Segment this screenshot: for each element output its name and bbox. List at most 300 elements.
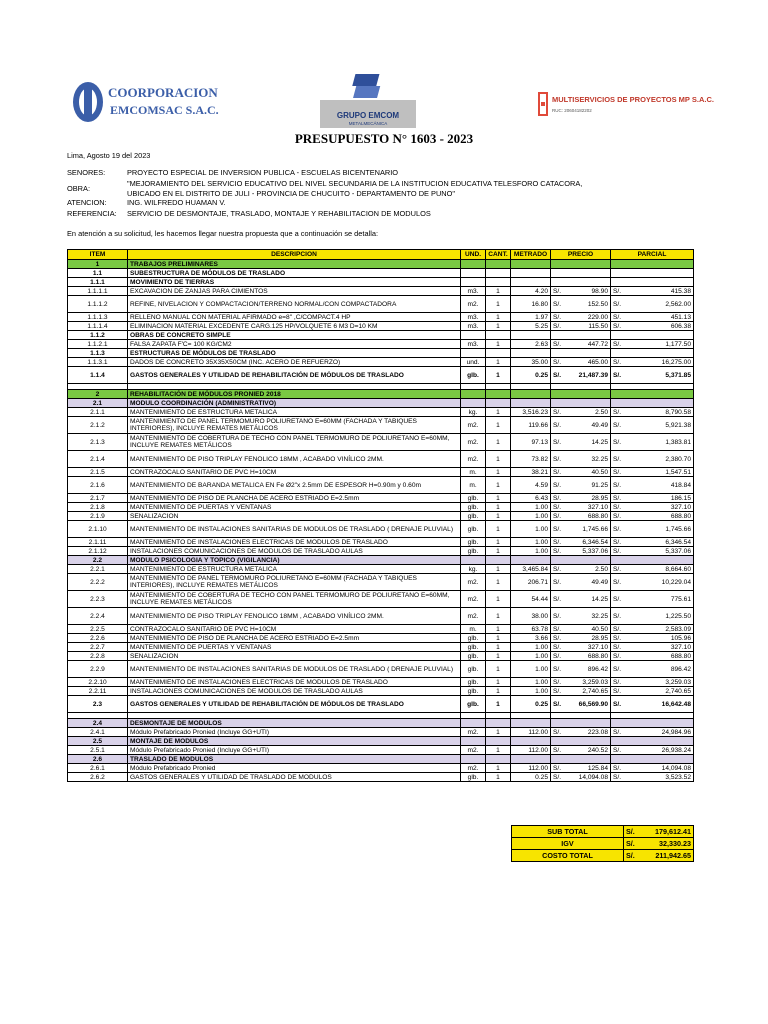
cell-und: glb. xyxy=(461,538,486,547)
logo-mid-line2: METALMECÁNICA xyxy=(348,121,388,126)
cell-metrado: 5.25 xyxy=(511,322,551,331)
cell-precio: 14,094.08 xyxy=(565,773,611,782)
table-row xyxy=(68,367,694,384)
cell-item: 2.1.11 xyxy=(68,538,128,547)
cell-und: m2. xyxy=(461,417,486,434)
cell-precio: 327.10 xyxy=(565,503,611,512)
cell-und: m3. xyxy=(461,322,486,331)
cell-descripcion: SENALIZACION xyxy=(128,652,461,661)
cell-cant: 1 xyxy=(486,296,511,313)
cell-precio: 98.90 xyxy=(565,287,611,296)
cell-descripcion: DESMONTAJE DE MODULOS xyxy=(128,719,461,728)
cell-descripcion: MANTENIMIENTO DE PANEL TERMOMURO POLIURETANO E=60MM (FACHADA Y TABIQUES INTERIORES), INCLUYE REMATES METÁLICOS xyxy=(128,574,461,591)
cell-precio xyxy=(565,278,611,287)
cell-cant: 1 xyxy=(486,728,511,737)
cell-precio-currency xyxy=(551,399,565,408)
cell-cant: 1 xyxy=(486,591,511,608)
cell-precio-currency: S/. xyxy=(551,773,565,782)
cell-parcial xyxy=(625,390,694,399)
cell-descripcion: REHABILITACIÓN DE MÓDULOS PRONIED 2018 xyxy=(128,390,461,399)
table-row xyxy=(68,358,694,367)
cell-precio-currency: S/. xyxy=(551,322,565,331)
cell-parcial-currency: S/. xyxy=(611,608,625,625)
cell-precio-currency: S/. xyxy=(551,696,565,713)
cell-precio: 2.50 xyxy=(565,565,611,574)
cell-precio-currency xyxy=(551,269,565,278)
cell-descripcion: MANTENIMIENTO DE BARANDA METALICA EN Fe Ø2"x 2.5mm DE ESPESOR H=0.90m y 0.60m xyxy=(128,477,461,494)
cell-und: m. xyxy=(461,625,486,634)
cell-metrado: 1.00 xyxy=(511,538,551,547)
cell-descripcion: RELLENO MANUAL CON MATERIAL AFIRMADO e=8" ,C/COMPACT.4 HP xyxy=(128,313,461,322)
cell-precio-currency xyxy=(551,390,565,399)
cell-metrado: 1.00 xyxy=(511,661,551,678)
cell-und xyxy=(461,719,486,728)
cell-cant: 1 xyxy=(486,358,511,367)
cell-metrado: 1.97 xyxy=(511,313,551,322)
cell-parcial-currency: S/. xyxy=(611,503,625,512)
cell-descripcion: INSTALACIONES COMUNICACIONES DE MODULOS DE TRASLADO AULAS xyxy=(128,687,461,696)
cell-metrado: 35.00 xyxy=(511,358,551,367)
table-row xyxy=(68,737,694,746)
budget-table-body xyxy=(68,250,694,782)
cell-cant xyxy=(486,755,511,764)
cell-item: 1.1.1.1 xyxy=(68,287,128,296)
table-row xyxy=(68,331,694,340)
coorporacion-emcomsac-logo xyxy=(70,76,220,126)
cell-cant xyxy=(486,331,511,340)
header-descripcion: DESCRIPCION xyxy=(128,250,461,260)
cell-metrado xyxy=(511,399,551,408)
cell-cant: 1 xyxy=(486,434,511,451)
total-value: 211,942.65 xyxy=(640,850,694,862)
cell-parcial-currency: S/. xyxy=(611,547,625,556)
cell-descripcion: MANTENIMIENTO DE PISO TRIPLAY FENOLICO 18MM , ACABADO VINÍLICO 2MM. xyxy=(128,451,461,468)
cell-parcial: 688.80 xyxy=(625,512,694,521)
cell-precio: 465.00 xyxy=(565,358,611,367)
cell-parcial-currency xyxy=(611,260,625,269)
cell-parcial-currency xyxy=(611,755,625,764)
cell-und: m3. xyxy=(461,313,486,322)
cell-precio: 5,337.06 xyxy=(565,547,611,556)
cell-und: m2. xyxy=(461,434,486,451)
cell-metrado: 4.59 xyxy=(511,477,551,494)
cell-metrado: 1.00 xyxy=(511,521,551,538)
cell-cant xyxy=(486,737,511,746)
cell-descripcion: CONTRAZOCALO SANITARIO DE PVC H=10CM xyxy=(128,625,461,634)
cell-und xyxy=(461,269,486,278)
cell-parcial-currency xyxy=(611,390,625,399)
cell-metrado xyxy=(511,755,551,764)
cell-descripcion: MODULO COORDINACIÓN (ADMINISTRATIVO) xyxy=(128,399,461,408)
cell-parcial xyxy=(625,755,694,764)
cell-precio-currency xyxy=(551,260,565,269)
cell-metrado: 206.71 xyxy=(511,574,551,591)
cell-descripcion: DADOS DE CONCRETO 35X35X50CM (INC. ACERO DE REFUERZO) xyxy=(128,358,461,367)
table-row xyxy=(68,687,694,696)
cell-item: 2.2.8 xyxy=(68,652,128,661)
cell-parcial: 8,664.60 xyxy=(625,565,694,574)
cell-cant xyxy=(486,278,511,287)
cell-item: 2.1.12 xyxy=(68,547,128,556)
cell-item: 2.1.6 xyxy=(68,477,128,494)
cell-descripcion: MANTENIMIENTO DE ESTRUCTURA METALICA xyxy=(128,565,461,574)
table-row xyxy=(68,565,694,574)
cell-item: 2.1.2 xyxy=(68,417,128,434)
cell-cant: 1 xyxy=(486,634,511,643)
cell-precio-currency: S/. xyxy=(551,547,565,556)
cell-und: m3. xyxy=(461,287,486,296)
table-row xyxy=(68,269,694,278)
cell-parcial-currency: S/. xyxy=(611,313,625,322)
cell-parcial xyxy=(625,278,694,287)
cell-parcial-currency xyxy=(611,719,625,728)
cell-descripcion: MANTENIMIENTO DE PISO DE PLANCHA DE ACERO ESTRIADO E=2.5mm xyxy=(128,494,461,503)
cell-parcial: 3,523.52 xyxy=(625,773,694,782)
header-parcial: PARCIAL xyxy=(611,250,694,260)
cell-parcial-currency: S/. xyxy=(611,746,625,755)
cell-item: 2 xyxy=(68,390,128,399)
table-row xyxy=(68,746,694,755)
cell-item: 1.1.1 xyxy=(68,278,128,287)
cell-parcial-currency: S/. xyxy=(611,417,625,434)
cell-und xyxy=(461,331,486,340)
cell-und xyxy=(461,737,486,746)
cell-precio: 28.95 xyxy=(565,634,611,643)
cell-descripcion: MONTAJE DE MODULOS xyxy=(128,737,461,746)
cell-precio-currency xyxy=(551,349,565,358)
logo-left-line1: COORPORACION xyxy=(108,85,218,100)
cell-parcial: 16,642.48 xyxy=(625,696,694,713)
cell-cant: 1 xyxy=(486,608,511,625)
table-row xyxy=(68,678,694,687)
cell-cant: 1 xyxy=(486,408,511,417)
cell-metrado xyxy=(511,260,551,269)
cell-cant: 1 xyxy=(486,687,511,696)
cell-parcial-currency: S/. xyxy=(611,643,625,652)
cell-descripcion: Módulo Prefabricado Pronied xyxy=(128,764,461,773)
cell-descripcion: TRASLADO DE MODULOS xyxy=(128,755,461,764)
cell-parcial-currency: S/. xyxy=(611,687,625,696)
cell-descripcion: SENALIZACION xyxy=(128,512,461,521)
cell-item: 2.2 xyxy=(68,556,128,565)
header-precio: PRECIO xyxy=(551,250,611,260)
cell-parcial-currency: S/. xyxy=(611,468,625,477)
cell-precio-currency: S/. xyxy=(551,367,565,384)
cell-descripcion: MANTENIMIENTO DE INSTALACIONES SANITARIAS DE MODULOS DE TRASLADO ( DRENAJE PLUVIAL) xyxy=(128,661,461,678)
table-row xyxy=(68,399,694,408)
cell-metrado: 16.80 xyxy=(511,296,551,313)
cell-descripcion: MANTENIMIENTO DE INSTALACIONES ELECTRICAS DE MODULOS DE TRASLADO xyxy=(128,678,461,687)
cell-precio-currency: S/. xyxy=(551,574,565,591)
cell-precio xyxy=(565,390,611,399)
cell-metrado: 112.00 xyxy=(511,728,551,737)
cell-parcial-currency: S/. xyxy=(611,565,625,574)
cell-precio xyxy=(565,737,611,746)
cell-parcial: 327.10 xyxy=(625,503,694,512)
cell-precio xyxy=(565,349,611,358)
cell-und: glb. xyxy=(461,521,486,538)
cell-parcial xyxy=(625,260,694,269)
cell-parcial: 5,921.38 xyxy=(625,417,694,434)
cell-parcial-currency xyxy=(611,278,625,287)
table-row xyxy=(68,340,694,349)
cell-item: 2.2.7 xyxy=(68,643,128,652)
cell-precio: 14.25 xyxy=(565,591,611,608)
cell-parcial-currency: S/. xyxy=(611,591,625,608)
cell-precio xyxy=(565,399,611,408)
cell-cant: 1 xyxy=(486,468,511,477)
cell-cant: 1 xyxy=(486,521,511,538)
field-referencia-label: REFERENCIA: xyxy=(67,209,117,218)
cell-und: glb. xyxy=(461,687,486,696)
cell-parcial-currency xyxy=(611,349,625,358)
cell-metrado xyxy=(511,737,551,746)
cell-item: 1.1.2.1 xyxy=(68,340,128,349)
cell-parcial: 5,337.06 xyxy=(625,547,694,556)
cell-precio xyxy=(565,755,611,764)
cell-precio-currency: S/. xyxy=(551,634,565,643)
cell-cant: 1 xyxy=(486,643,511,652)
cell-precio xyxy=(565,331,611,340)
cell-und: glb. xyxy=(461,547,486,556)
cell-item: 1.1.1.3 xyxy=(68,313,128,322)
cell-precio-currency: S/. xyxy=(551,512,565,521)
cell-parcial-currency: S/. xyxy=(611,512,625,521)
cell-parcial: 3,259.03 xyxy=(625,678,694,687)
field-obra-value-2: UBICADO EN EL DISTRITO DE JULI - PROVINCIA DE CHUCUITO - DEPARTAMENTO DE PUNO" xyxy=(127,189,455,198)
cell-metrado xyxy=(511,331,551,340)
cell-und: m2. xyxy=(461,746,486,755)
cell-metrado: 1.00 xyxy=(511,678,551,687)
cell-item: 1.1.2 xyxy=(68,331,128,340)
cell-precio: 66,569.90 xyxy=(565,696,611,713)
cell-item: 2.1 xyxy=(68,399,128,408)
cell-und: glb. xyxy=(461,494,486,503)
cell-metrado: 54.44 xyxy=(511,591,551,608)
cell-item: 2.2.9 xyxy=(68,661,128,678)
table-row xyxy=(68,634,694,643)
cell-parcial: 1,177.50 xyxy=(625,340,694,349)
cell-metrado xyxy=(511,278,551,287)
cell-descripcion: EXCAVACION DE ZANJAS PARA CIMIENTOS xyxy=(128,287,461,296)
cell-und: und. xyxy=(461,358,486,367)
cell-und: m2. xyxy=(461,574,486,591)
cell-precio-currency: S/. xyxy=(551,494,565,503)
cell-parcial: 327.10 xyxy=(625,643,694,652)
cell-precio-currency: S/. xyxy=(551,340,565,349)
budget-table xyxy=(67,249,694,782)
cell-parcial-currency: S/. xyxy=(611,408,625,417)
cell-precio: 3,259.03 xyxy=(565,678,611,687)
cell-descripcion: FALSA ZAPATA F'C= 100 KG/CM2 xyxy=(128,340,461,349)
cell-metrado: 112.00 xyxy=(511,764,551,773)
table-row xyxy=(68,652,694,661)
total-label: SUB TOTAL xyxy=(512,826,624,838)
cell-metrado: 0.25 xyxy=(511,696,551,713)
table-row xyxy=(68,661,694,678)
cell-precio-currency: S/. xyxy=(551,503,565,512)
cell-parcial: 2,583.09 xyxy=(625,625,694,634)
cell-item: 2.2.10 xyxy=(68,678,128,687)
cell-metrado: 1.00 xyxy=(511,643,551,652)
cell-precio: 115.50 xyxy=(565,322,611,331)
cell-parcial-currency xyxy=(611,269,625,278)
cell-precio-currency xyxy=(551,331,565,340)
total-currency: S/. xyxy=(624,826,640,838)
cell-item: 2.1.4 xyxy=(68,451,128,468)
logo-bar xyxy=(0,70,768,130)
cell-cant xyxy=(486,390,511,399)
cell-precio: 240.52 xyxy=(565,746,611,755)
cell-precio: 688.80 xyxy=(565,652,611,661)
table-row xyxy=(68,512,694,521)
table-row xyxy=(68,773,694,782)
cell-cant: 1 xyxy=(486,494,511,503)
field-senores-label: SENORES: xyxy=(67,168,106,177)
cell-cant: 1 xyxy=(486,625,511,634)
totals-row xyxy=(512,850,694,862)
table-row xyxy=(68,434,694,451)
cell-metrado: 0.25 xyxy=(511,367,551,384)
cell-und: m2. xyxy=(461,451,486,468)
cell-precio-currency: S/. xyxy=(551,417,565,434)
cell-cant: 1 xyxy=(486,652,511,661)
cell-cant: 1 xyxy=(486,565,511,574)
cell-item: 2.2.6 xyxy=(68,634,128,643)
cell-cant: 1 xyxy=(486,678,511,687)
cell-parcial: 418.84 xyxy=(625,477,694,494)
cell-precio xyxy=(565,556,611,565)
grupo-emcom-logo xyxy=(318,72,418,130)
cell-und: m. xyxy=(461,477,486,494)
cell-cant: 1 xyxy=(486,340,511,349)
cell-parcial: 415.38 xyxy=(625,287,694,296)
cell-precio-currency: S/. xyxy=(551,296,565,313)
cell-item: 2.5.1 xyxy=(68,746,128,755)
cell-parcial-currency: S/. xyxy=(611,652,625,661)
cell-precio-currency: S/. xyxy=(551,521,565,538)
cell-parcial xyxy=(625,269,694,278)
cell-precio: 49.49 xyxy=(565,574,611,591)
cell-descripcion: ESTRUCTURAS DE MÓDULOS DE TRASLADO xyxy=(128,349,461,358)
cell-item: 2.5 xyxy=(68,737,128,746)
cell-parcial xyxy=(625,331,694,340)
cell-precio-currency xyxy=(551,556,565,565)
intro-text: En atención a su solicitud, les hacemos llegar nuestra propuesta que a continuación se detalla: xyxy=(67,229,379,238)
cell-cant: 1 xyxy=(486,661,511,678)
table-row xyxy=(68,719,694,728)
cell-precio-currency: S/. xyxy=(551,451,565,468)
cell-descripcion: MANTENIMIENTO DE PISO TRIPLAY FENOLICO 18MM , ACABADO VINÍLICO 2MM. xyxy=(128,608,461,625)
cell-cant xyxy=(486,399,511,408)
cell-precio: 91.25 xyxy=(565,477,611,494)
cell-parcial: 26,938.24 xyxy=(625,746,694,755)
cell-descripcion: MANTENIMIENTO DE COBERTURA DE TECHO CON PANEL TERMOMURO DE POLIURETANO E=60MM, INCLUYE REMATES METÁLICOS xyxy=(128,591,461,608)
field-atencion-value: ING. WILFREDO HUAMAN V. xyxy=(127,198,226,207)
table-row xyxy=(68,538,694,547)
cell-und xyxy=(461,556,486,565)
cell-descripcion: MODULO PSICOLOGIA Y TOPICO (VIGILANCIA) xyxy=(128,556,461,565)
cell-metrado xyxy=(511,719,551,728)
cell-cant: 1 xyxy=(486,503,511,512)
header-und: UND. xyxy=(461,250,486,260)
cell-item: 2.1.8 xyxy=(68,503,128,512)
cell-descripcion: Módulo Prefabricado Pronied (Incluye GG+UTI) xyxy=(128,746,461,755)
cell-descripcion: MANTENIMIENTO DE ESTRUCTURA METALICA xyxy=(128,408,461,417)
cell-precio-currency xyxy=(551,737,565,746)
cell-precio: 327.10 xyxy=(565,643,611,652)
cell-metrado xyxy=(511,269,551,278)
table-row xyxy=(68,764,694,773)
cell-und: glb. xyxy=(461,773,486,782)
cell-und xyxy=(461,260,486,269)
cell-und: m2. xyxy=(461,591,486,608)
cell-precio: 688.80 xyxy=(565,512,611,521)
cell-cant: 1 xyxy=(486,574,511,591)
cell-parcial: 186.15 xyxy=(625,494,694,503)
cell-und: m2. xyxy=(461,608,486,625)
cell-parcial: 10,229.04 xyxy=(625,574,694,591)
cell-cant: 1 xyxy=(486,417,511,434)
cell-descripcion: MANTENIMIENTO DE PISO DE PLANCHA DE ACERO ESTRIADO E=2.5mm xyxy=(128,634,461,643)
cell-item: 2.6 xyxy=(68,755,128,764)
cell-precio: 21,487.39 xyxy=(565,367,611,384)
table-row xyxy=(68,696,694,713)
cell-parcial-currency: S/. xyxy=(611,521,625,538)
cell-precio-currency: S/. xyxy=(551,358,565,367)
cell-parcial: 2,380.70 xyxy=(625,451,694,468)
cell-metrado: 119.66 xyxy=(511,417,551,434)
cell-metrado: 3.66 xyxy=(511,634,551,643)
cell-und: glb. xyxy=(461,512,486,521)
cell-item: 2.2.11 xyxy=(68,687,128,696)
cell-cant xyxy=(486,260,511,269)
cell-metrado: 112.00 xyxy=(511,746,551,755)
cell-descripcion: Módulo Prefabricado Pronied (Incluye GG+UTI) xyxy=(128,728,461,737)
table-row xyxy=(68,755,694,764)
cell-parcial-currency xyxy=(611,399,625,408)
cell-item: 2.1.7 xyxy=(68,494,128,503)
table-row xyxy=(68,260,694,269)
cell-parcial xyxy=(625,737,694,746)
cell-metrado: 3,516.23 xyxy=(511,408,551,417)
cell-und: m2. xyxy=(461,728,486,737)
cell-item: 2.1.10 xyxy=(68,521,128,538)
cell-parcial-currency: S/. xyxy=(611,494,625,503)
cell-precio: 49.49 xyxy=(565,417,611,434)
cell-precio: 1,745.66 xyxy=(565,521,611,538)
cell-descripcion: CONTRAZOCALO SANITARIO DE PVC H=10CM xyxy=(128,468,461,477)
cell-cant: 1 xyxy=(486,547,511,556)
cell-precio-currency: S/. xyxy=(551,408,565,417)
cell-precio-currency: S/. xyxy=(551,313,565,322)
field-obra-label: OBRA: xyxy=(67,184,90,193)
cell-metrado xyxy=(511,390,551,399)
cell-metrado: 1.00 xyxy=(511,652,551,661)
cell-parcial-currency: S/. xyxy=(611,340,625,349)
totals-table-body xyxy=(512,826,694,862)
cell-parcial: 105.96 xyxy=(625,634,694,643)
header-item: ITEM xyxy=(68,250,128,260)
cell-item: 2.1.3 xyxy=(68,434,128,451)
cell-parcial-currency: S/. xyxy=(611,538,625,547)
cell-parcial-currency xyxy=(611,556,625,565)
table-row xyxy=(68,417,694,434)
table-row xyxy=(68,468,694,477)
cell-parcial: 2,562.00 xyxy=(625,296,694,313)
cell-item: 1.1.1.2 xyxy=(68,296,128,313)
cell-precio-currency: S/. xyxy=(551,728,565,737)
